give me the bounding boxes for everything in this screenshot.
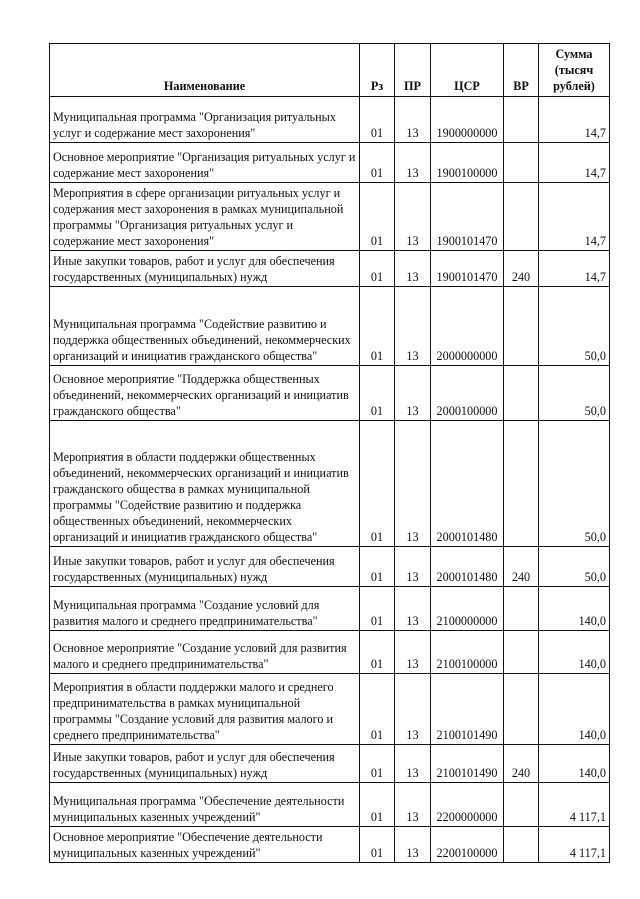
- cell-name: Муниципальная программа "Создание условий для развития малого и среднего предпринимательства": [50, 587, 360, 631]
- cell-sum: 14,7: [539, 143, 610, 183]
- cell-csr: 2100000000: [431, 587, 504, 631]
- table-row: [50, 547, 610, 587]
- cell-sum: 140,0: [539, 587, 610, 631]
- cell-rz: 01: [360, 421, 395, 547]
- cell-rz: 01: [360, 183, 395, 251]
- cell-rz: 01: [360, 745, 395, 783]
- cell-csr: 2000101480: [431, 421, 504, 547]
- cell-vr: [504, 827, 539, 863]
- cell-sum: 50,0: [539, 421, 610, 547]
- cell-pr: 13: [395, 783, 431, 827]
- cell-name: Мероприятия в области поддержки малого и среднего предпринимательства в рамках муниципальной программы "Создание условий для развития малого и среднего предпринимательства": [50, 674, 360, 745]
- cell-sum: 140,0: [539, 745, 610, 783]
- cell-csr: 1900101470: [431, 251, 504, 287]
- cell-vr: [504, 97, 539, 143]
- cell-pr: 13: [395, 674, 431, 745]
- cell-name: Мероприятия в сфере организации ритуальных услуг и содержания мест захоронения в рамках муниципальной программы "Организация ритуальных услуг и содержание мест захоронения": [50, 183, 360, 251]
- cell-csr: 2000100000: [431, 366, 504, 421]
- table-row: [50, 631, 610, 674]
- header-name: Наименование: [50, 44, 360, 97]
- header-sum-line: Сумма: [555, 47, 593, 61]
- cell-rz: 01: [360, 631, 395, 674]
- header-rz: Рз: [360, 44, 395, 97]
- cell-rz: 01: [360, 674, 395, 745]
- cell-name: Мероприятия в области поддержки общественных объединений, некоммерческих организаций и инициатив гражданского общества в рамках муниципальной программы "Содействие развитию и поддержка общественных объединений, некоммерческих организаций и инициатив гражданского общества": [50, 421, 360, 547]
- cell-pr: 13: [395, 251, 431, 287]
- cell-pr: 13: [395, 547, 431, 587]
- table-row: [50, 143, 610, 183]
- table-row: [50, 783, 610, 827]
- cell-sum: 140,0: [539, 674, 610, 745]
- table-row: [50, 97, 610, 143]
- cell-rz: 01: [360, 287, 395, 366]
- cell-pr: 13: [395, 97, 431, 143]
- header-sum: [539, 44, 610, 97]
- cell-csr: 2000000000: [431, 287, 504, 366]
- cell-csr: 2100100000: [431, 631, 504, 674]
- table-row: [50, 827, 610, 863]
- cell-name: Основное мероприятие "Поддержка общественных объединений, некоммерческих организаций и инициатив гражданского общества": [50, 366, 360, 421]
- budget-table: [49, 43, 610, 863]
- table-row: [50, 587, 610, 631]
- table-row: [50, 251, 610, 287]
- cell-vr: 240: [504, 745, 539, 783]
- cell-sum: 50,0: [539, 547, 610, 587]
- cell-sum: 4 117,1: [539, 783, 610, 827]
- cell-rz: 01: [360, 783, 395, 827]
- table-header-row: [50, 44, 610, 97]
- cell-sum: 14,7: [539, 183, 610, 251]
- cell-csr: 2100101490: [431, 745, 504, 783]
- cell-sum: 140,0: [539, 631, 610, 674]
- cell-name: Иные закупки товаров, работ и услуг для обеспечения государственных (муниципальных) нужд: [50, 547, 360, 587]
- cell-name: Иные закупки товаров, работ и услуг для обеспечения государственных (муниципальных) нужд: [50, 745, 360, 783]
- cell-pr: 13: [395, 287, 431, 366]
- header-vr: ВР: [504, 44, 539, 97]
- cell-vr: [504, 783, 539, 827]
- header-sum-line: (тысяч: [554, 63, 594, 77]
- cell-csr: 2100101490: [431, 674, 504, 745]
- cell-pr: 13: [395, 421, 431, 547]
- cell-pr: 13: [395, 366, 431, 421]
- table-row: [50, 745, 610, 783]
- budget-document: [49, 43, 609, 863]
- table-row: [50, 183, 610, 251]
- cell-pr: 13: [395, 745, 431, 783]
- cell-name: Муниципальная программа "Обеспечение деятельности муниципальных казенных учреждений": [50, 783, 360, 827]
- cell-csr: 2200000000: [431, 783, 504, 827]
- cell-sum: 14,7: [539, 251, 610, 287]
- cell-rz: 01: [360, 97, 395, 143]
- header-pr: ПР: [395, 44, 431, 97]
- cell-sum: 4 117,1: [539, 827, 610, 863]
- cell-rz: 01: [360, 547, 395, 587]
- table-row: [50, 421, 610, 547]
- cell-sum: 50,0: [539, 366, 610, 421]
- table-row: [50, 287, 610, 366]
- cell-vr: 240: [504, 547, 539, 587]
- cell-name: Основное мероприятие "Обеспечение деятельности муниципальных казенных учреждений": [50, 827, 360, 863]
- cell-csr: 1900000000: [431, 97, 504, 143]
- cell-name: Муниципальная программа "Организация ритуальных услуг и содержание мест захоронения": [50, 97, 360, 143]
- table-row: [50, 366, 610, 421]
- cell-sum: 14,7: [539, 97, 610, 143]
- cell-name: Основное мероприятие "Организация ритуальных услуг и содержание мест захоронения": [50, 143, 360, 183]
- cell-sum: 50,0: [539, 287, 610, 366]
- cell-csr: 1900100000: [431, 143, 504, 183]
- cell-rz: 01: [360, 827, 395, 863]
- cell-rz: 01: [360, 143, 395, 183]
- cell-name: Иные закупки товаров, работ и услуг для обеспечения государственных (муниципальных) нужд: [50, 251, 360, 287]
- cell-pr: 13: [395, 183, 431, 251]
- cell-pr: 13: [395, 631, 431, 674]
- cell-rz: 01: [360, 587, 395, 631]
- cell-vr: [504, 587, 539, 631]
- cell-vr: [504, 631, 539, 674]
- cell-pr: 13: [395, 587, 431, 631]
- cell-csr: 2000101480: [431, 547, 504, 587]
- cell-vr: [504, 143, 539, 183]
- cell-pr: 13: [395, 827, 431, 863]
- cell-rz: 01: [360, 251, 395, 287]
- cell-vr: [504, 421, 539, 547]
- cell-vr: [504, 287, 539, 366]
- cell-vr: [504, 183, 539, 251]
- cell-pr: 13: [395, 143, 431, 183]
- cell-vr: [504, 366, 539, 421]
- header-csr: ЦСР: [431, 44, 504, 97]
- cell-vr: 240: [504, 251, 539, 287]
- table-row: [50, 674, 610, 745]
- cell-csr: 1900101470: [431, 183, 504, 251]
- cell-name: Муниципальная программа "Содействие развитию и поддержка общественных объединений, некоммерческих организаций и инициатив гражданского общества": [50, 287, 360, 366]
- cell-rz: 01: [360, 366, 395, 421]
- cell-csr: 2200100000: [431, 827, 504, 863]
- header-sum-line: рублей): [553, 79, 595, 93]
- cell-vr: [504, 674, 539, 745]
- cell-name: Основное мероприятие "Создание условий для развития малого и среднего предпринимательства": [50, 631, 360, 674]
